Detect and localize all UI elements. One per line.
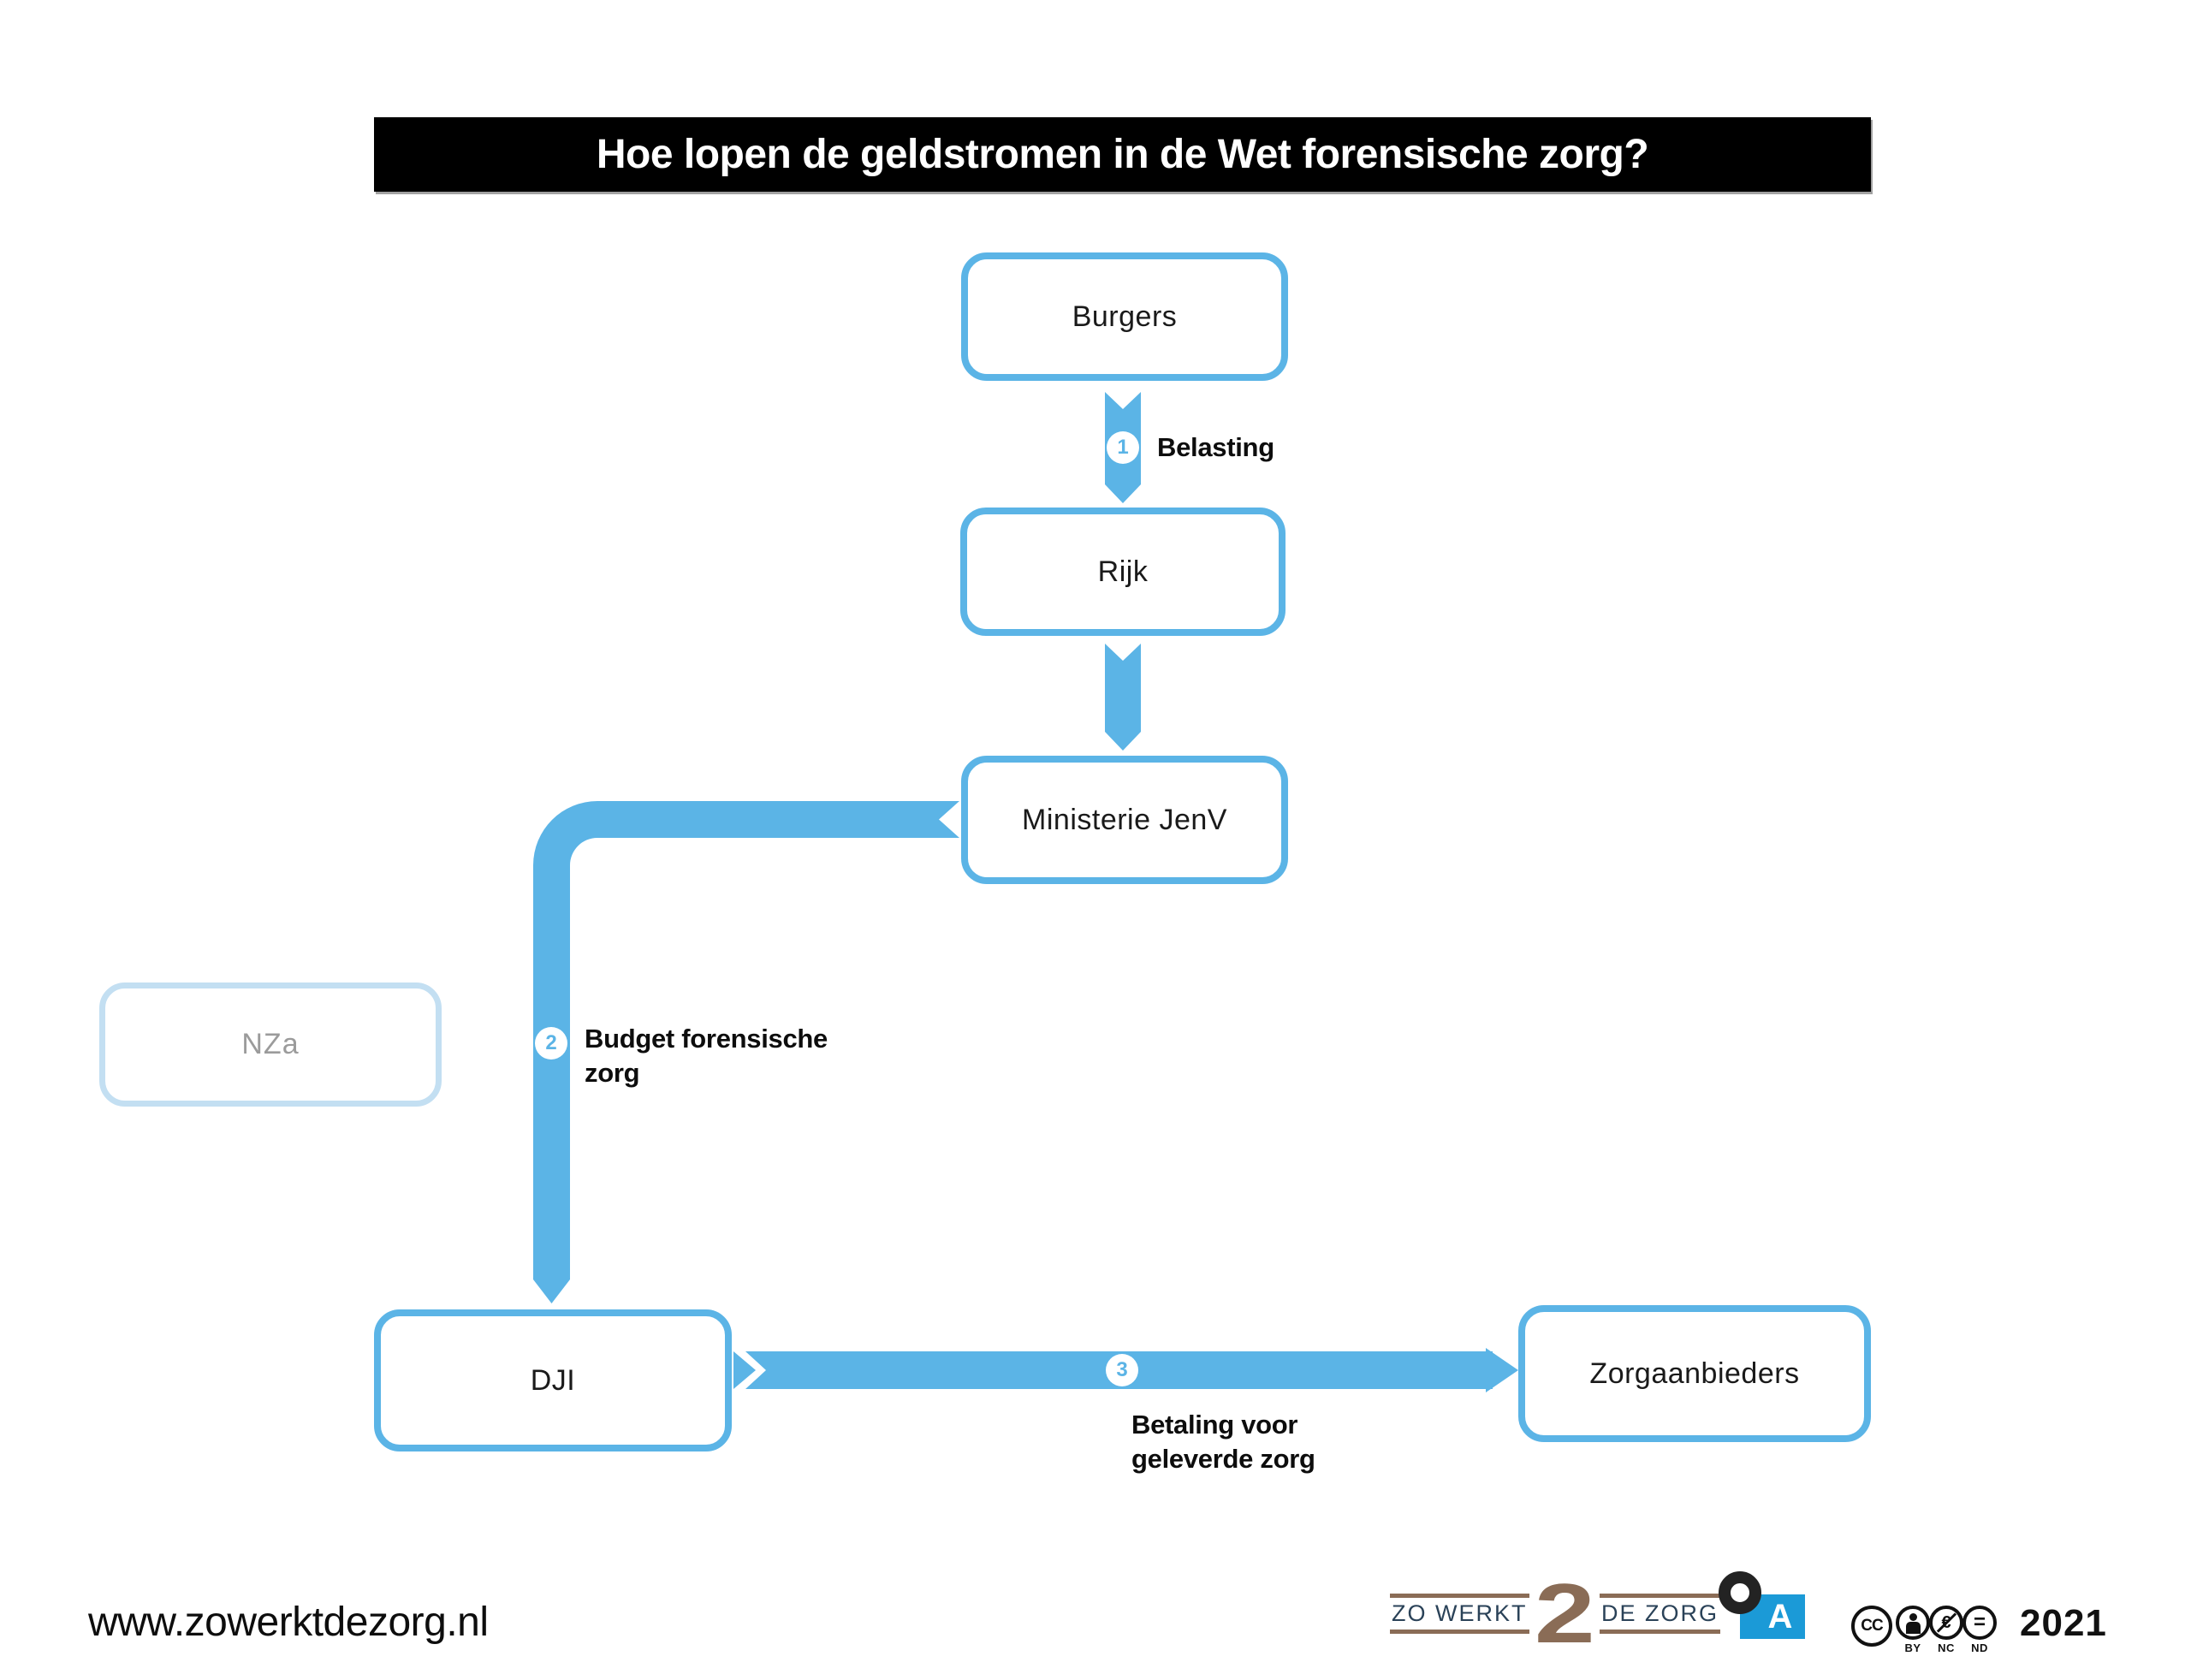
flow2-label	[585, 1022, 828, 1090]
flow2-arrow-horizontal-segment	[627, 801, 959, 838]
person-icon	[1906, 1613, 1921, 1634]
zo-werkt-de-zorg-logo	[1390, 1566, 1720, 1660]
zwdz-left-text: ZO WERKT	[1392, 1600, 1528, 1626]
node-ministerie-jenv	[961, 756, 1288, 884]
flow1-label	[1157, 430, 1274, 465]
donut-circle-icon	[1719, 1571, 1761, 1614]
cc-nc-label: NC	[1938, 1641, 1955, 1654]
zwdz-two-icon: 2	[1534, 1566, 1595, 1660]
title-bar	[374, 117, 1871, 192]
node-rijk	[960, 508, 1286, 636]
year-label: 2021	[2020, 1602, 2107, 1644]
flow3-number-badge	[1106, 1354, 1138, 1386]
node-dji	[374, 1309, 732, 1451]
flow2-number-badge	[535, 1027, 567, 1060]
flow3-number: 3	[1116, 1358, 1128, 1381]
cc-nd-label: ND	[1971, 1641, 1988, 1654]
node-nza-inactive	[99, 982, 442, 1107]
person-body	[1906, 1622, 1921, 1634]
zwdz-right-text: DE ZORG	[1601, 1600, 1719, 1626]
node-zorgaanbieders-label: Zorgaanbieders	[1589, 1356, 1800, 1390]
equals-icon: =	[1973, 1611, 1986, 1634]
cc-nc-icon	[1929, 1606, 1963, 1640]
flow1-number-badge	[1107, 431, 1139, 464]
zwdz-left-segment	[1390, 1594, 1529, 1634]
flow2-number: 2	[545, 1031, 557, 1054]
zwdz-rule-bottom-right	[1600, 1630, 1720, 1634]
flow2-arrow-corner	[533, 801, 629, 897]
node-ministerie-jenv-label: Ministerie JenV	[1022, 803, 1227, 836]
flow2-label-line1: Budget forensische	[585, 1024, 828, 1054]
node-zorgaanbieders	[1518, 1305, 1871, 1442]
flow3-label-line2: geleverde zorg	[1131, 1444, 1315, 1474]
page-title: Hoe lopen de geldstromen in de Wet forensische zorg?	[596, 132, 1649, 177]
flow1-number: 1	[1117, 436, 1129, 459]
accessibility-logo	[1719, 1571, 1813, 1644]
cc-by-label: BY	[1904, 1641, 1921, 1654]
a-badge-letter: A	[1767, 1598, 1793, 1635]
node-dji-label: DJI	[530, 1363, 576, 1397]
node-burgers-label: Burgers	[1072, 300, 1178, 333]
cc-icon-letters: CC	[1861, 1617, 1883, 1635]
flow2-arrow-vertical-segment	[533, 895, 570, 1303]
cc-icon	[1851, 1606, 1892, 1647]
cc-by-icon	[1896, 1606, 1930, 1640]
flow2-label-line2: zorg	[585, 1058, 640, 1088]
cc-nd-icon	[1962, 1606, 1997, 1640]
flow1-label-line1: Belasting	[1157, 432, 1274, 462]
zwdz-right-segment	[1600, 1594, 1720, 1634]
rijk-to-jenv-arrow-down	[1105, 644, 1141, 751]
node-nza-label: NZa	[241, 1028, 300, 1060]
flow3-arrowhead	[1486, 1348, 1518, 1392]
euro-icon: €	[1941, 1612, 1951, 1632]
node-rijk-label: Rijk	[1097, 555, 1149, 588]
flow3-label	[1131, 1408, 1315, 1476]
node-burgers	[961, 252, 1288, 381]
zwdz-rule-bottom-left	[1390, 1630, 1529, 1634]
flow3-label-line1: Betaling voor	[1131, 1410, 1298, 1440]
person-head	[1909, 1613, 1917, 1621]
website-link[interactable]: www.zowerktdezorg.nl	[88, 1600, 489, 1645]
